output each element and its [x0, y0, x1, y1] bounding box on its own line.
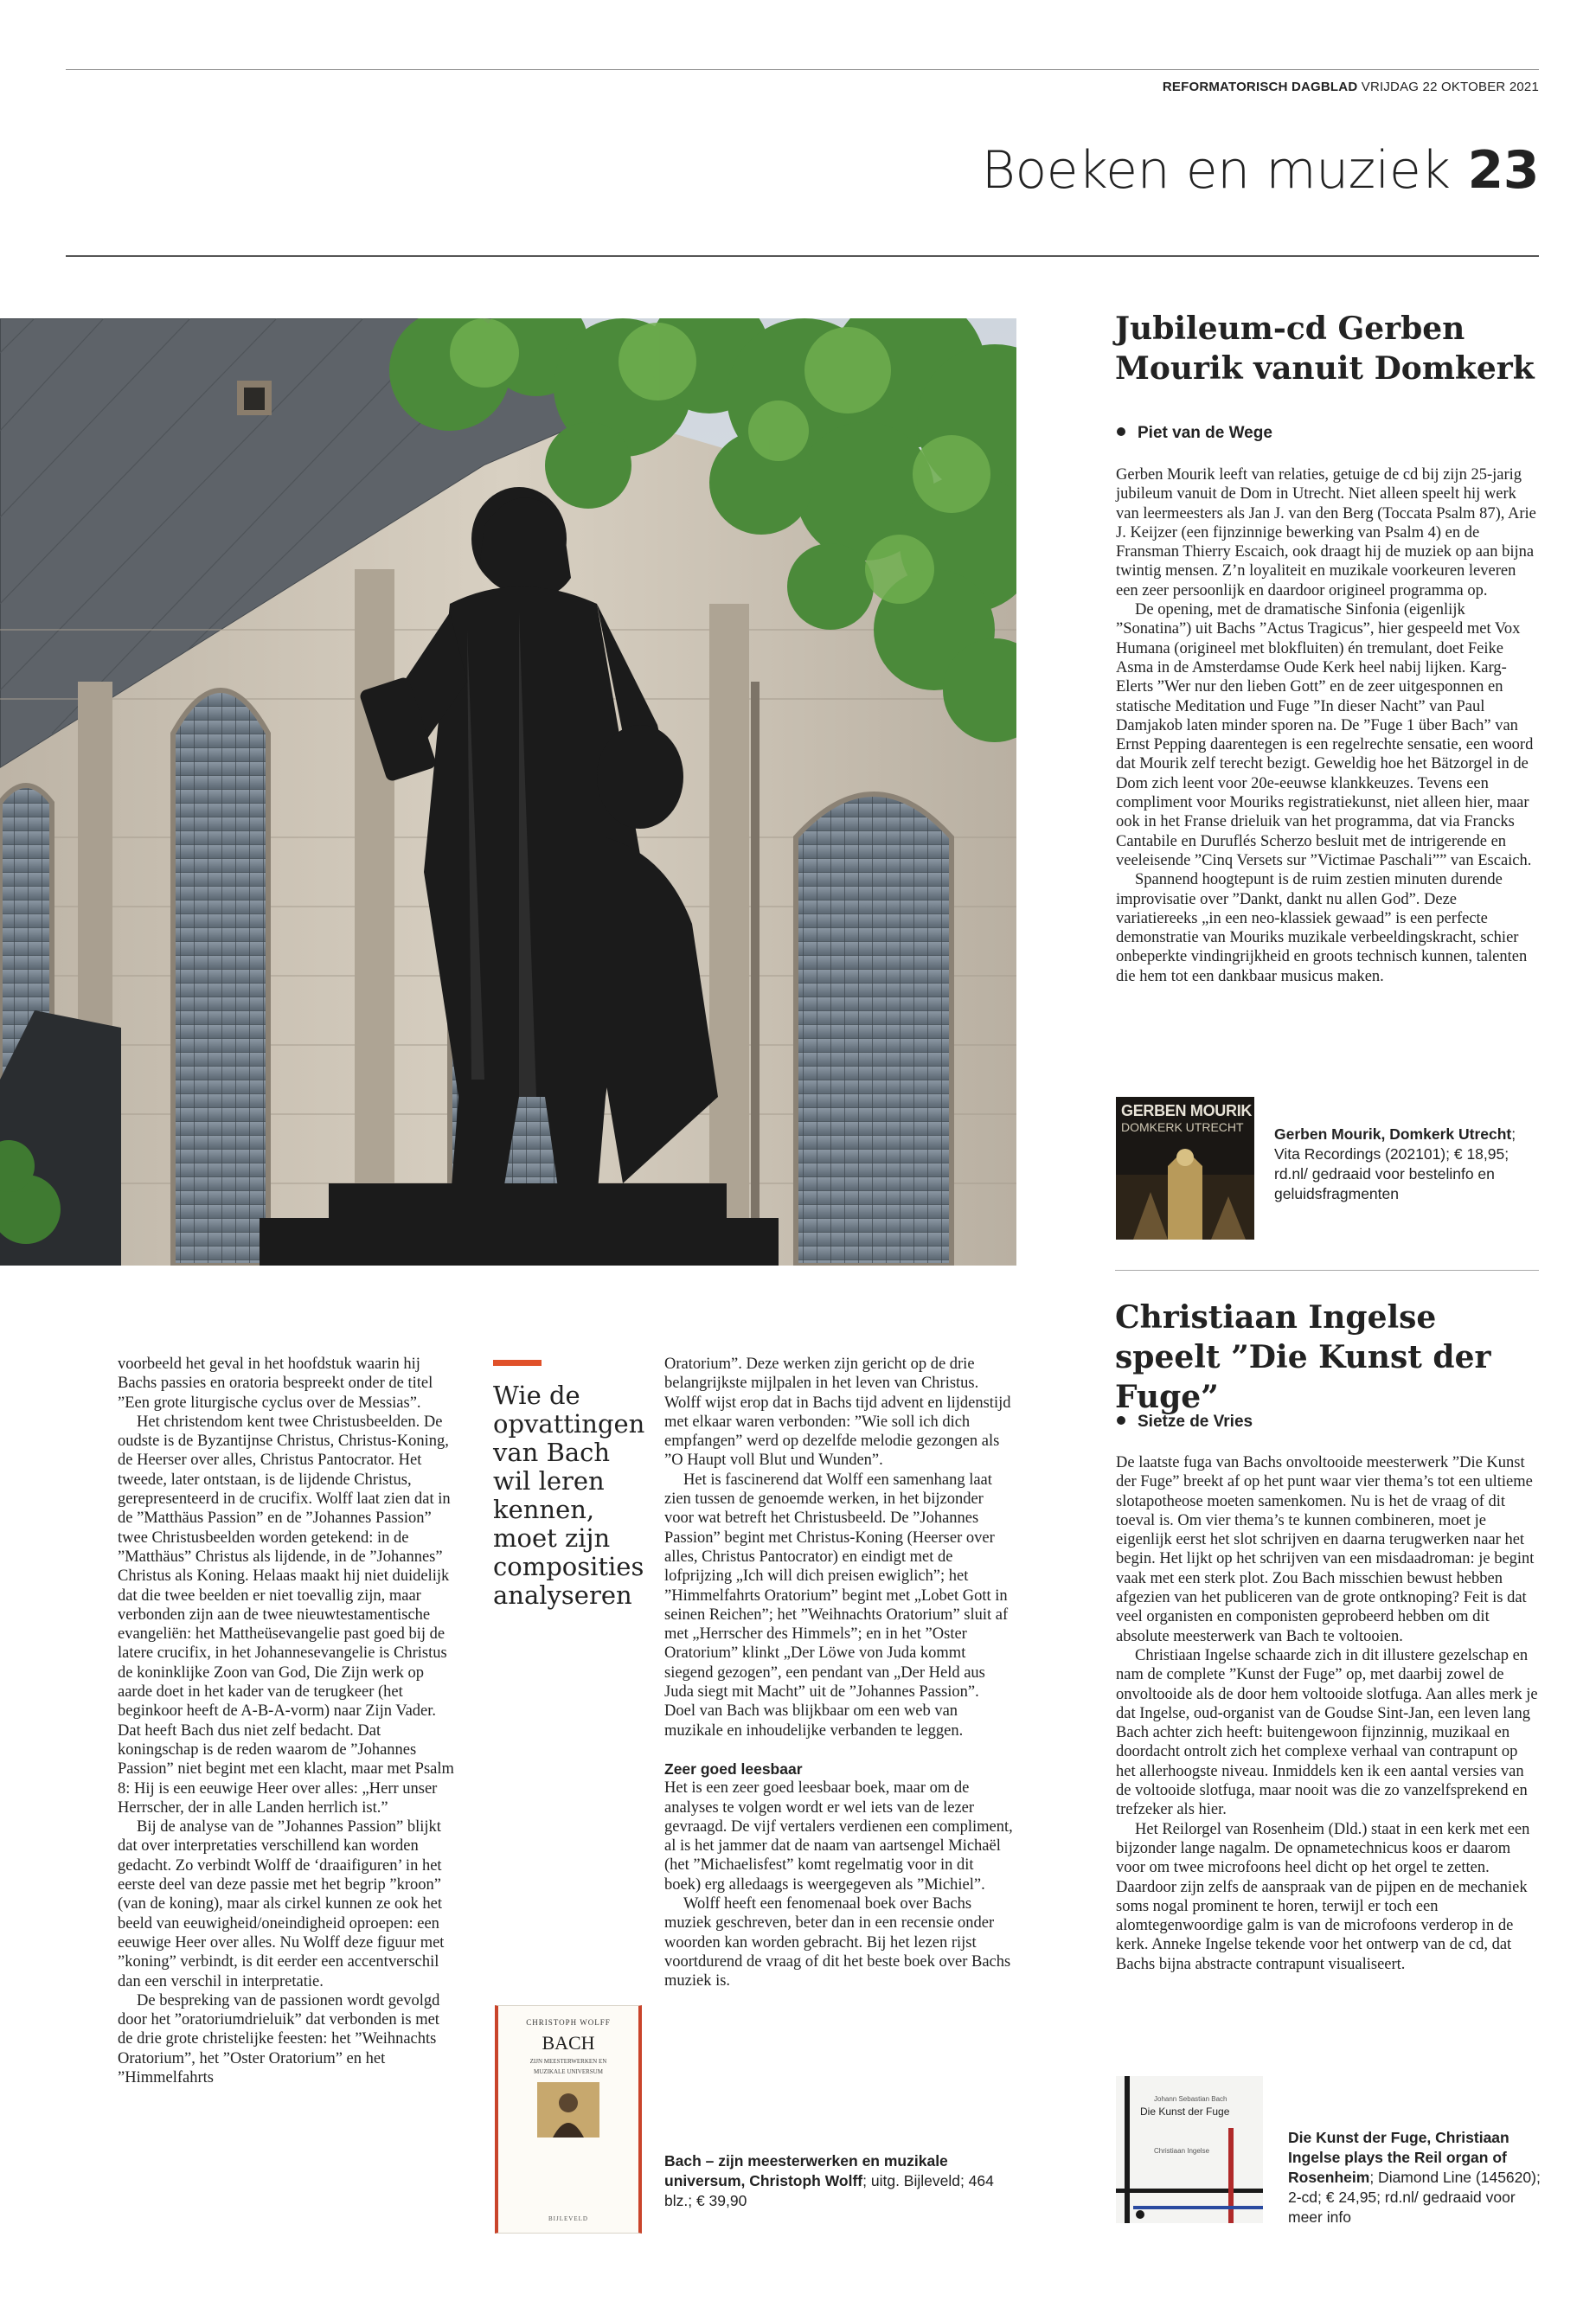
bach-subheading: Zeer goed leesbaar	[664, 1759, 803, 1778]
article2-paragraph: Christiaan Ingelse schaarde zich in dit illustere gezelschap en nam de complete ”Kunst der Fuge” op, met daarbij zowel de onvoltooide als de door hem voltooide slotfuga. Aan alles merk je dat Ingelse, oud-organist van de Goudse Sint-Jan, een leven lang Bach achter zich heeft: buitengewoon fijnzinnig, muzikaal en doordacht ontrolt zich het complexe verhaal van contrapunt op het allerhoogste niveau. Inmiddels ken ik een aantal versies van de voltooide slotfuga, maar nooit was die zo vanzelfsprekend en trefzeker als hier.	[1116, 1646, 1538, 1819]
bach-paragraph: Het is een zeer goed leesbaar boek, maar om de analyses te volgen wordt er wel iets van de lezer gevraagd. De vijf vertalers verdienen een compliment, al is het jammer dat de naam van aartsengel Michaël (het ”Michaelisfest” komt regelmatig voor in dit boek) erg alledaags is weergegeven als ”Michiel”.	[664, 1779, 1013, 1894]
article1-author: Piet van de Wege	[1138, 424, 1272, 442]
issue-date: VRIJDAG 22 OKTOBER 2021	[1361, 80, 1539, 94]
bach-paragraph: Het is fascinerend dat Wolff een samenhang laat zien tussen de genoemde werken, in het bijzonder voor wat betreft het Christusbeeld. De ”Johannes Passion” begint met Christus-Koning (Heerser over alles, Christus Pantocrator) en eindigt met de lofprijzing „Ich will dich preisen ewiglich”; het ”Himmelfahrts Oratorium” begint met „Lobet Gott in seinen Reichen”; het ”Weihnachts Oratorium” sluit af met „Herrscher des Himmels”; en in het ”Oster Oratorium” klinkt „Der Löwe von Juda kommt siegend gezogen”, een pendant van „Der Held aus Juda siegt mit Macht” uit de ”Johannes Passion”. Doel van Bach was blijkbaar om een web van muzikale en inhoudelijke verbanden te leggen.	[664, 1471, 1009, 1740]
bach-review-column-1	[118, 1355, 458, 2087]
page-number: 23	[1467, 140, 1539, 201]
article2-paragraph: De laatste fuga van Bachs onvoltooide meesterwerk ”Die Kunst der Fuge” breekt af op het punt waar vier thema’s tot een ultieme slotapotheose moeten samenkomen. Nu is het de vraag of dit toeval is. Om vier thema’s te kunnen combineren, moet je eigenlijk eerst het slot schrijven en daarna terugwerken naar het begin. Het lijkt op het schrijven van een misdaadroman: je begint vaak met een sterk plot. Zou Bach misschien bewust hebben afgezien van het publiceren van de grote ontknoping? Feit is dat veel organisten en componisten geprobeerd hebben om dit absolute meesterwerk van Bach te voltooien.	[1116, 1454, 1535, 1645]
masthead	[1163, 80, 1539, 94]
section-rule	[66, 255, 1539, 257]
book-publisher: BIJLEVELD	[548, 2215, 588, 2222]
cd2-small-text: Johann Sebastian Bach	[1154, 2095, 1227, 2103]
article1-paragraph: Spannend hoogtepunt is de ruim zestien minuten durende improvisatie over ”Dankt, dankt nu allen God”. Deze variatiereeks „in een neo-klassiek gewaad” is een perfecte demonstratie van Mouriks muzikale verbeeldingskracht, schier onbeperkte vindingrijkheid en groots technisch kunnen, talenten die hem tot een dankbaar musicus maken.	[1116, 871, 1528, 985]
paper-name: REFORMATORISCH DAGBLAD	[1162, 80, 1358, 94]
article1-release-info	[1274, 1125, 1534, 1204]
book-subtitle-2: MUZIKALE UNIVERSUM	[534, 2068, 603, 2075]
bach-paragraph: voorbeeld het geval in het hoofdstuk waarin hij Bachs passies en oratoria bespreekt onder de titel ”Een grote liturgische cyclus over de Messias”.	[118, 1356, 433, 1412]
article2-author: Sietze de Vries	[1138, 1413, 1253, 1431]
article2-headline: Christiaan Ingelse speelt ”Die Kunst der Fuge”	[1115, 1299, 1491, 1415]
article1-byline	[1117, 424, 1272, 443]
article1-paragraph: Gerben Mourik leeft van relaties, getuige de cd bij zijn 25-jarig jubileum vanuit de Dom in Utrecht. Niet alleen speelt hij werk van leermeesters als Jan J. van den Berg (Toccata Psalm 87), Arie J. Keijzer (een fijnzinnige bewerking van Psalm 4) en de Fransman Thierry Escaich, ook draagt hij de muziek op aan bijna twintig mensen. Z’n loyaliteit en muzikale voorkeuren leveren een zeer persoonlijk en daardoor origineel programma op.	[1116, 466, 1536, 599]
book-author: CHRISTOPH WOLFF	[526, 2018, 611, 2027]
section-title: Boeken en muziek	[981, 140, 1451, 201]
article2-info-title: Die Kunst der Fuge, Christiaan Ingelse plays the Reil organ of Rosenheim	[1288, 2129, 1509, 2186]
cd2-artist: Christiaan Ingelse	[1154, 2147, 1210, 2155]
cd1-subtitle: DOMKERK UTRECHT	[1121, 1120, 1244, 1134]
pullquote-accent-bar	[493, 1360, 542, 1366]
article2-paragraph: Het Reilorgel van Rosenheim (Dld.) staat in een kerk met een bijzonder lange nagalm. De opnametechnicus koos er daarom voor om twee microfoons heel dicht op het orgel te zetten. Daardoor zijn zelfs de aanspraak van de pijpen en de mechaniek soms nogal prominent te horen, terwijl er toch een alomtegenwoordige galm is van de microfoons verderop in de kerk. Anneke Ingelse tekende voor het ontwerp van de cd, dat Bachs bijna abstracte contrapunt visualiseert.	[1116, 1820, 1530, 1973]
bach-paragraph: Bij de analyse van de ”Johannes Passion” blijkt dat over interpretaties verschillend kan worden gedacht. Zo verbindt Wolff de ‘draaifiguren’ in het eerste deel van deze passie met het begrip ”kroon” (van de koning), maar als cirkel kunnen ze ook het beeld van eeuwigheid/oneindigheid oproepen: een eeuwige Heer over alles. Nu Wolff deze figuur met ”koning” verbindt, is dit eerder een accentverschil dan een verschil in interpretatie.	[118, 1818, 445, 1990]
bach-review-column-2	[664, 1355, 1014, 1991]
bach-paragraph: Oratorium”. Deze werken zijn gericht op de drie belangrijkste mijlpalen in het leven van Christus. Wolff wijst erop dat in Bachs tijd advent en lijdenstijd met elkaar waren verbonden: ”Wie soll ich dich empfangen” werd op dezelfde melodie gezongen als ”O Haupt voll Blut und Wunden”.	[664, 1356, 1011, 1470]
bach-paragraph: Het christendom kent twee Christusbeelden. De oudste is de Byzantijnse Christus, Christus-Koning, de Heerser over alles, Christus Pantocrator. Het tweede, later ontstaan, is de lijdende Christus, gerepresenteerd in de crucifix. Wolff laat zien dat in de ”Matthäus Passion” en de ”Johannes Passion” twee Christusbeelden worden getekend: in de ”Matthäus” Christus als lijdende, in de ”Johannes” Christus als Koning. Helaas maakt hij niet duidelijk dat die twee beelden er niet toevallig zijn, maar verbonden zijn aan de twee nieuwtestamentische evangeliën: het Mattheüsevangelie past goed bij de latere crucifix, in het Johannesevangelie is Christus de koninklijke Zoon van God, Die Zijn werk op aarde doet in het kader van de terugkeer (het beginkoor heeft de A-B-A-vorm) naar Zijn Vader. Dat heeft Bach dus niet zelf bedacht. Dat koningschap is de reden waarom de ”Johannes Passion” niet begint met een klacht, maar met Psalm 8: Hij is een eeuwige Heer over alles: „Herr unser Herrscher, der in alle Landen herrlich ist.”	[118, 1413, 454, 1817]
pullquote: Wie de opvattingen van Bach wil leren kennen, moet zijn composities analyseren	[493, 1381, 645, 1610]
bach-book-cover	[495, 2005, 642, 2234]
byline-bullet-icon	[1117, 427, 1125, 436]
article1-info-title: Gerben Mourik, Domkerk Utrecht	[1274, 1125, 1512, 1143]
article2-byline	[1117, 1413, 1253, 1432]
article2-info-details: ; Diamond Line (145620); 2-cd; € 24,95; rd.nl/ gedraaid voor meer info	[1288, 2169, 1541, 2226]
kunst-der-fuge-cd-cover	[1116, 2076, 1263, 2223]
bach-info-title: Bach – zijn meesterwerken en muzikale universum, Christoph Wolff	[664, 2152, 948, 2189]
article-divider	[1115, 1270, 1539, 1271]
article1-headline: Jubileum-cd Gerben Mourik vanuit Domkerk	[1115, 311, 1535, 387]
bach-statue-photo	[0, 318, 1016, 1266]
top-rule	[66, 69, 1539, 70]
bach-paragraph: De bespreking van de passionen wordt gevolgd door het ”oratoriumdrieluik” dat verbonden is met de drie grote christelijke feesten: het ”Weihnachts Oratorium”, het ”Oster Oratorium” en het ”Himmelfahrts	[118, 1991, 440, 2086]
article1-paragraph: De opening, met de dramatische Sinfonia (eigenlijk ”Sonatina”) uit Bachs ”Actus Tragicus”, hier gespeeld met Vox Humana (origineel met blokfluiten) én tremulant, doet Feike Asma in de Amsterdamse Oude Kerk heel nabij lijken. Karg-Elerts ”Wer nur den lieben Gott” en de zeer uitgesponnen en statische Meditation und Fuge ”In dieser Nacht” van Paul Damjakob laten minder sporen na. De ”Fuge 1 über Bach” van Ernst Pepping daarentegen is een regelrechte sensatie, een woord dat Mourik zelf terecht bezigt. Geweldig hoe het Bätzorgel in de Dom zich leent voor 20e-eeuwse klankkeuzes. Tevens een compliment voor Mouriks registratiekunst, niet alleen hier, maar ook in het Franse drieluik van het programma, dat via Francks Cantabile en Duruflés Scherzo besluit met de intrigerende en veeleisende ”Cinq Versets sur ”Victimae Paschali”” van Escaich.	[1116, 601, 1534, 869]
article2-release-info	[1288, 2128, 1543, 2227]
book-title: BACH	[542, 2032, 595, 2054]
book-subtitle-1: ZIJN MEESTERWERKEN EN	[529, 2058, 607, 2065]
section-header	[982, 140, 1539, 201]
cd2-title: Die Kunst der Fuge	[1140, 2106, 1230, 2118]
gerben-mourik-cd-cover	[1116, 1097, 1254, 1240]
bach-info-details: ; uitg. Bijleveld; 464 blz.; € 39,90	[664, 2172, 994, 2209]
bach-book-info	[664, 2151, 1006, 2211]
article1-body	[1116, 465, 1540, 986]
byline-bullet-icon	[1117, 1416, 1125, 1425]
article1-info-details: ; Vita Recordings (202101); € 18,95; rd.nl/ gedraaid voor bestelinfo en geluidsfragmenten	[1274, 1125, 1516, 1202]
cd1-title: GERBEN MOURIK	[1121, 1102, 1253, 1119]
article2-body	[1116, 1453, 1540, 1974]
bach-paragraph: Wolff heeft een fenomenaal boek over Bachs muziek geschreven, beter dan in een recensie onder woorden kan worden gebracht. Bij het lezen rijst voortdurend de vraag of dit het beste boek over Bachs muziek is.	[664, 1895, 1011, 1990]
book-portrait	[537, 2082, 599, 2138]
